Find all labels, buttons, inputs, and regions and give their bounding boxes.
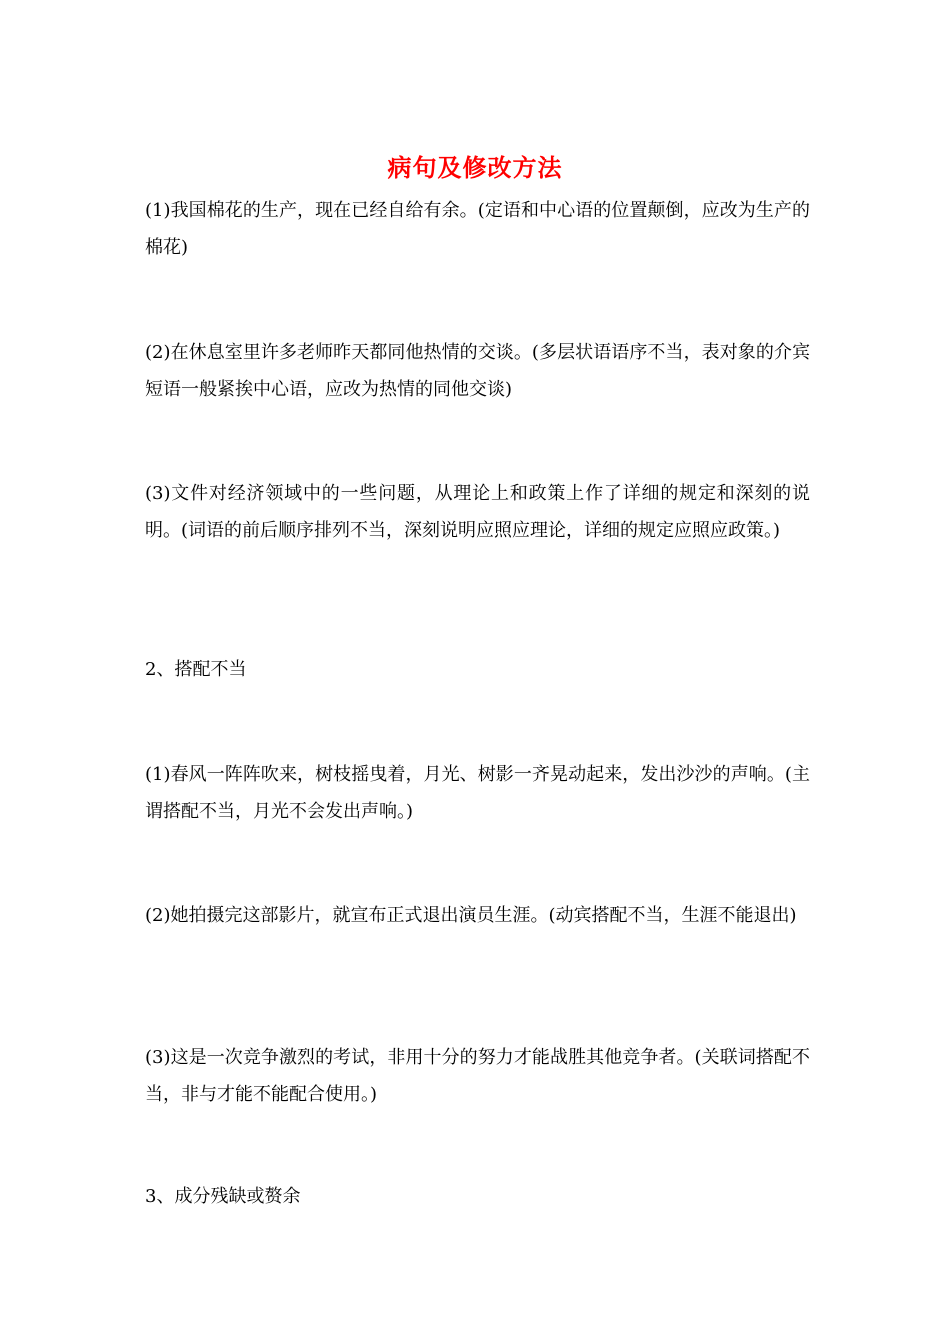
paragraph-1-1: (1)我国棉花的生产，现在已经自给有余。(定语和中心语的位置颠倒，应改为生产的棉花) (145, 200, 810, 258)
document-title: 病句及修改方法 (387, 153, 563, 182)
section-heading-2: 2、搭配不当 (145, 659, 247, 680)
paragraph-2-2: (2)她拍摄完这部影片，就宣布正式退出演员生涯。(动宾搭配不当，生涯不能退出) (145, 905, 797, 926)
paragraph-1-2: (2)在休息室里许多老师昨天都同他热情的交谈。(多层状语语序不当，表对象的介宾短语一般紧挨中心语，应改为热情的同他交谈) (145, 342, 810, 400)
paragraph-1-3: (3)文件对经济领域中的一些问题，从理论上和政策上作了详细的规定和深刻的说明。(词语的前后顺序排列不当，深刻说明应照应理论，详细的规定应照应政策。) (145, 483, 810, 541)
paragraph-2-1: (1)春风一阵阵吹来，树枝摇曳着，月光、树影一齐晃动起来，发出沙沙的声响。(主谓搭配不当，月光不会发出声响。) (145, 764, 810, 822)
section-heading-3: 3、成分残缺或赘余 (145, 1186, 301, 1207)
paragraph-2-3: (3)这是一次竞争激烈的考试，非用十分的努力才能战胜其他竞争者。(关联词搭配不当，非与才能不能配合使用。) (145, 1047, 810, 1105)
